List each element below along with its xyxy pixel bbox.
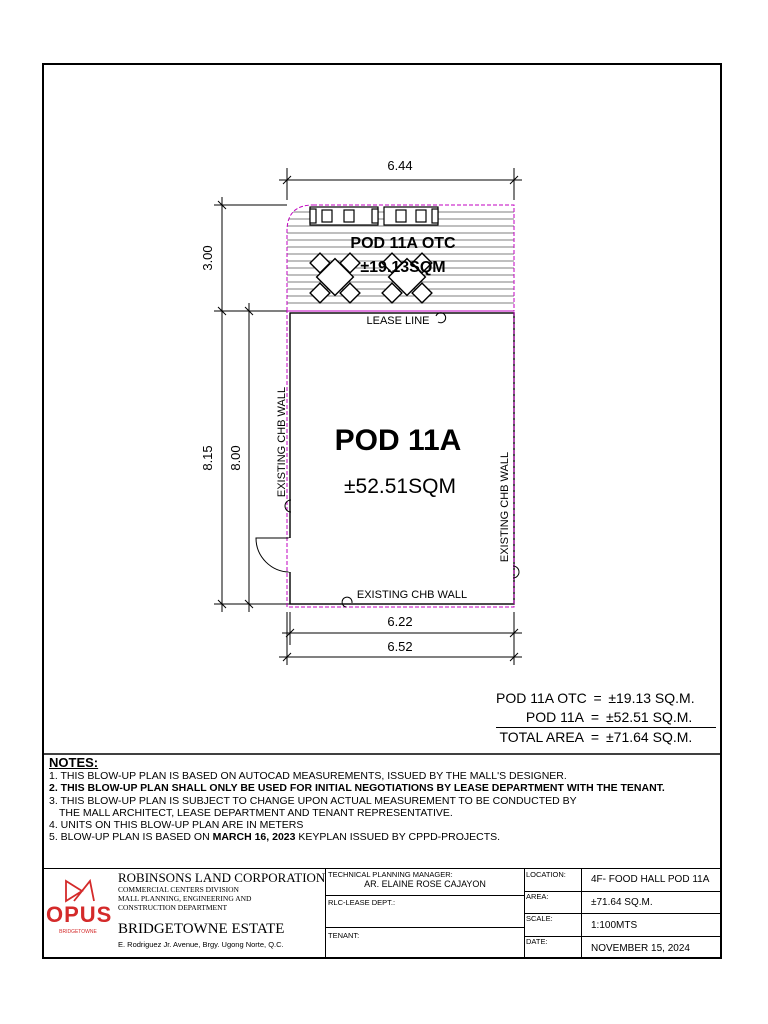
bench-right [384,207,438,225]
area-row-value: ±52.51 SQ.M. [606,709,693,725]
note-5 [49,831,714,843]
area-row-total [496,727,716,747]
opus-logo-icon [60,877,100,903]
dimension-label-pod-depth: 8.00 [228,445,243,471]
notes-section [49,756,714,844]
note-5-post: KEYPLAN ISSUED BY CPPD-PROJECTS. [295,831,501,844]
area-row-equals: = [590,729,600,745]
dimension-pod-depth [245,303,253,612]
tb-divider [325,895,524,896]
door-swing [256,538,290,604]
area-row-pod [496,708,716,727]
area-row-value: ±19.13 SQ.M. [608,690,695,706]
tpm-label: TECHNICAL PLANNING MANAGER: [328,870,453,879]
logo-text: OPUS [46,902,113,927]
note-5-pre: 5. BLOW-UP PLAN IS BASED ON [49,831,213,844]
area-row-equals: = [593,690,602,706]
area-row-value: ±71.64 SQ.M. [606,729,693,745]
pod-area [287,311,514,607]
lease-line-leader [436,313,446,323]
department-line-2: CONSTRUCTION DEPARTMENT [118,903,228,912]
note-2: 2. THIS BLOW-UP PLAN SHALL ONLY BE USED FOR INITIAL NEGOTIATIONS BY LEASE DEPARTMENT WITH THE TENANT. [49,782,665,795]
tb-divider [325,927,524,928]
wall-leader-bottom [342,597,352,607]
logo-subtext: BRIDGETOWNE [59,929,97,935]
table-set-left [310,253,360,303]
dimension-label-otc-depth: 3.00 [200,245,215,271]
area-summary [496,689,716,747]
scale-label: SCALE: [526,914,553,923]
dimension-label-top-width: 6.44 [387,158,413,173]
note-4: 4. UNITS ON THIS BLOW-UP PLAN ARE IN METERS [49,819,304,832]
area-label: AREA: [526,892,549,901]
wall-label-bottom: EXISTING CHB WALL [356,589,468,601]
area-row-equals: = [590,709,600,725]
date-value: NOVEMBER 15, 2024 [591,943,690,954]
tenant-label: TENANT: [328,931,360,940]
otc-label-line2: ±19.13SQM [360,259,446,276]
tpm-name: AR. ELAINE ROSE CAJAYON [364,879,486,889]
date-label: DATE: [526,937,548,946]
dimension-label-overall-depth: 8.15 [200,445,215,471]
note-3b: THE MALL ARCHITECT, LEASE DEPARTMENT AND TENANT REPRESENTATIVE. [59,806,453,819]
lease-line-label: LEASE LINE [366,315,430,327]
area-row-label: TOTAL AREA [499,729,584,745]
wall-label-left: EXISTING CHB WALL [276,386,288,498]
note-5-date: MARCH 16, 2023 [212,831,296,844]
otc-label-line1: POD 11A OTC [350,235,456,252]
area-value: ±71.64 SQ.M. [591,897,653,908]
area-row-otc [496,689,716,708]
estate-name: BRIDGETOWNE ESTATE [118,921,285,937]
estate-address: E. Rodriguez Jr. Avenue, Brgy. Ugong Norte, Q.C. [118,940,284,949]
note-3a: 3. THIS BLOW-UP PLAN IS SUBJECT TO CHANGE UPON ACTUAL MEASUREMENT TO BE CONDUCTED BY [49,794,577,807]
scale-value: 1:100MTS [591,920,638,931]
dimension-label-outer-width: 6.52 [387,639,413,654]
notes-title: NOTES: [49,755,99,770]
area-row-label: POD 11A OTC [496,690,587,706]
company-name: ROBINSONS LAND CORPORATION [118,870,326,885]
bench-left [310,207,378,225]
rlc-label: RLC-LEASE DEPT.: [328,898,396,907]
location-label: LOCATION: [526,870,566,879]
wall-label-right: EXISTING CHB WALL [499,451,511,563]
department-line-1: MALL PLANNING, ENGINEERING AND [118,894,252,903]
title-block [44,868,720,958]
area-row-label: POD 11A [525,709,584,725]
pod-title: POD 11A [334,424,462,457]
location-value: 4F- FOOD HALL POD 11A [591,874,710,885]
note-1: 1. THIS BLOW-UP PLAN IS BASED ON AUTOCAD MEASUREMENTS, ISSUED BY THE MALL'S DESIGNER. [49,770,567,782]
division-name: COMMERCIAL CENTERS DIVISION [118,885,239,894]
dimension-otc-depth [214,197,287,318]
pod-area-label: ±52.51SQM [344,475,456,498]
dimension-label-inner-width: 6.22 [387,614,413,629]
